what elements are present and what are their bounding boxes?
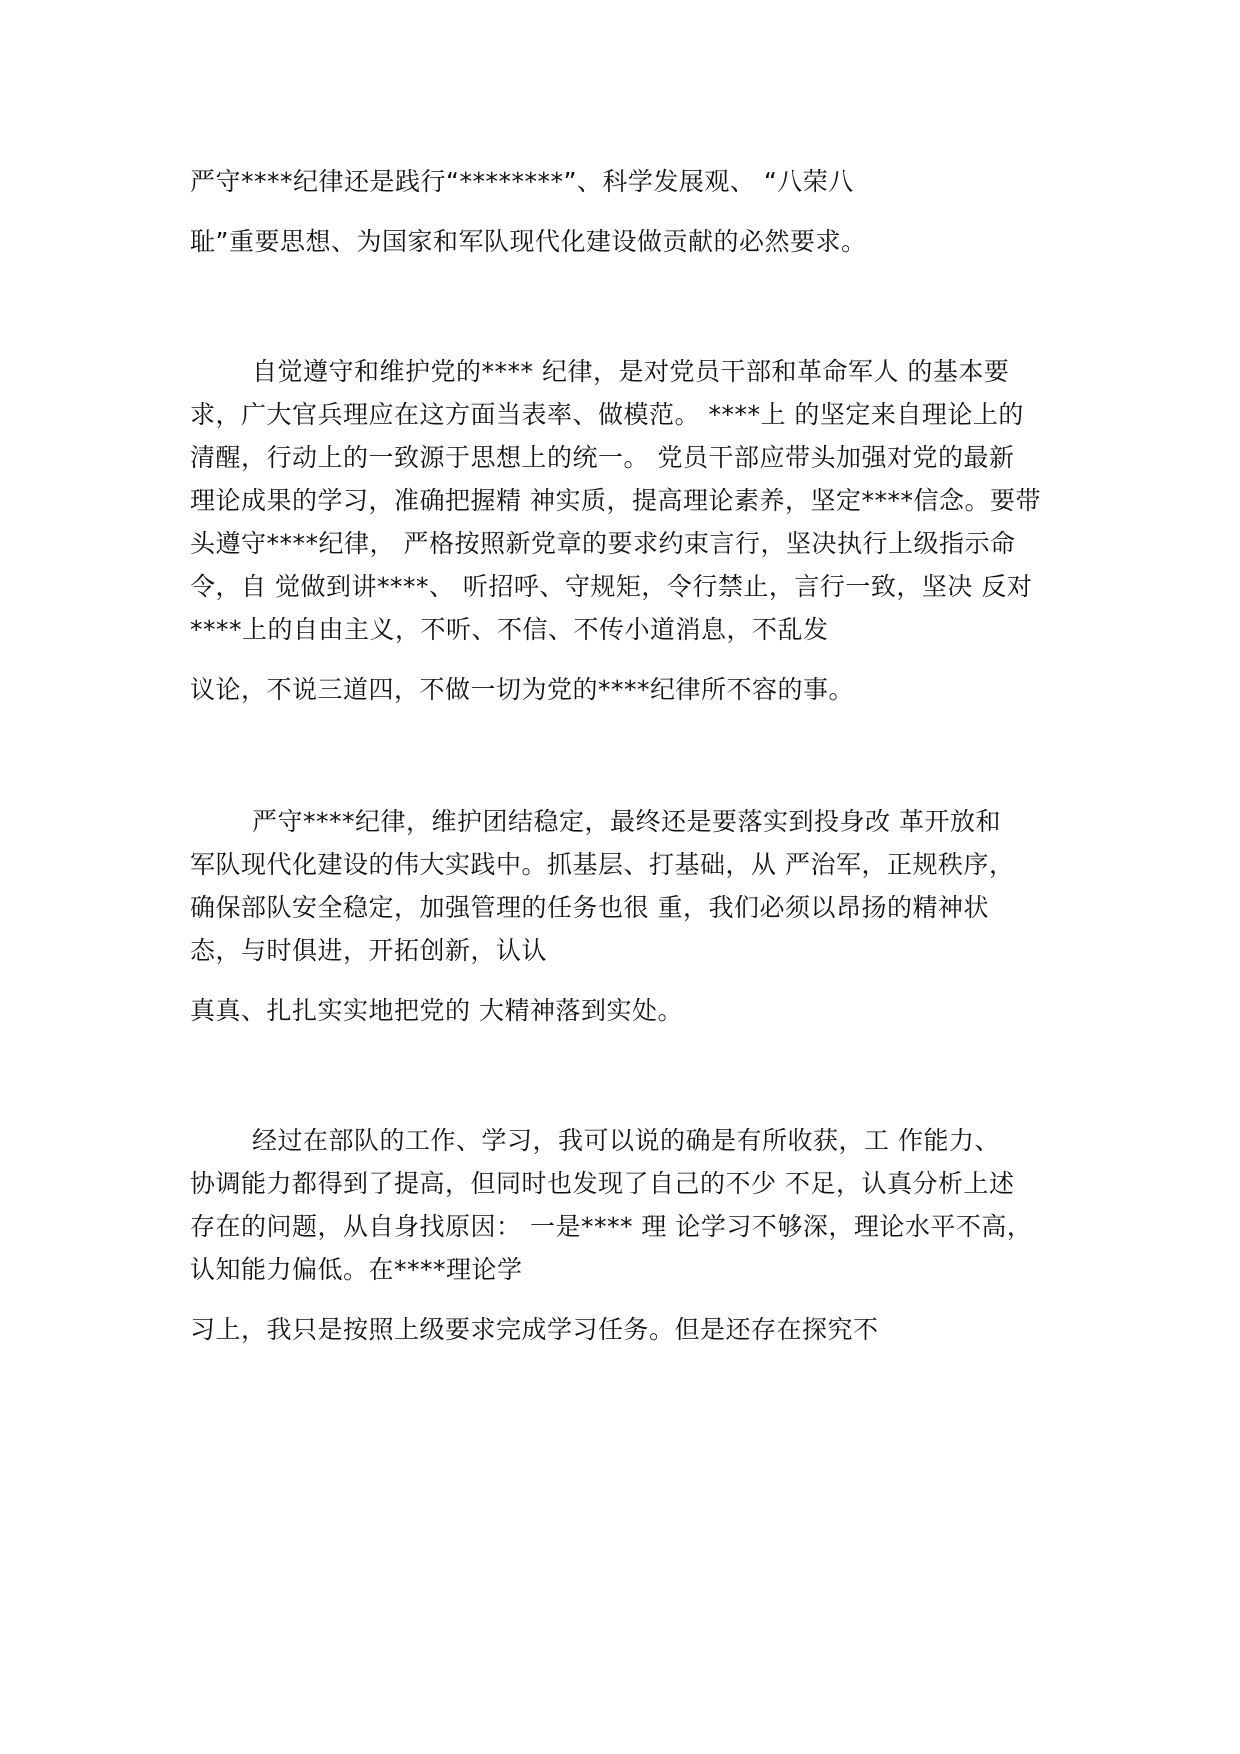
paragraph-1-line-4: 理论成果的学习，准确把握精 神实质，提高理论素养，坚定****信念。要带 bbox=[190, 486, 1041, 515]
paragraph-1-line-6: 令，自 觉做到讲****、 听招呼、守规矩，令行禁止，言行一致，坚决 反对 bbox=[190, 572, 1033, 601]
paragraph-1-line-7: ****上的自由主义，不听、不信、不传小道消息，不乱发 bbox=[190, 615, 829, 644]
intro-line-1: 严守****纪律还是践行“********”、科学发展观、 “八荣八 bbox=[190, 167, 854, 196]
paragraph-3-line-1: 经过在部队的工作、学习，我可以说的确是有所收获，工 作能力、 bbox=[252, 1126, 1000, 1155]
paragraph-3-line-3: 存在的问题，从自身找原因： 一是**** 理 论学习不够深，理论水平不高， bbox=[190, 1212, 1033, 1241]
paragraph-2-line-5: 真真、扎扎实实地把党的 大精神落到实处。 bbox=[190, 996, 683, 1025]
paragraph-1-line-2: 求，广大官兵理应在这方面当表率、做模范。 ****上 的坚定来自理论上的 bbox=[190, 400, 1024, 429]
paragraph-2-line-3: 确保部队安全稳定，加强管理的任务也很 重，我们必须以昂扬的精神状 bbox=[190, 893, 989, 922]
paragraph-2-line-2: 军队现代化建设的伟大实践中。抓基层、打基础，从 严治军，正规秩序， bbox=[190, 850, 1015, 879]
paragraph-2-line-1: 严守****纪律，维护团结稳定，最终还是要落实到投身改 革开放和 bbox=[252, 807, 1001, 836]
paragraph-1-line-1: 自觉遵守和维护党的**** 纪律，是对党员干部和革命军人 的基本要 bbox=[252, 357, 1010, 386]
paragraph-2-line-4: 态，与时俱进，开拓创新，认认 bbox=[190, 936, 548, 965]
paragraph-1-line-8: 议论，不说三道四，不做一切为党的****纪律所不容的事。 bbox=[190, 675, 855, 704]
paragraph-3-line-2: 协调能力都得到了提高，但同时也发现了自己的不少 不足，认真分析上述 bbox=[190, 1169, 1015, 1198]
paragraph-3-line-5: 习上，我只是按照上级要求完成学习任务。但是还存在探究不 bbox=[190, 1315, 879, 1344]
paragraph-3-line-4: 认知能力偏低。在****理论学 bbox=[190, 1255, 523, 1284]
paragraph-1-line-3: 清醒，行动上的一致源于思想上的统一。 党员干部应带头加强对党的最新 bbox=[190, 443, 1015, 472]
paragraph-1-line-5: 头遵守****纪律， 严格按照新党章的要求约束言行，坚决执行上级指示命 bbox=[190, 529, 1016, 558]
intro-line-2: 耻”重要思想、为国家和军队现代化建设做贡献的必然要求。 bbox=[190, 227, 867, 256]
